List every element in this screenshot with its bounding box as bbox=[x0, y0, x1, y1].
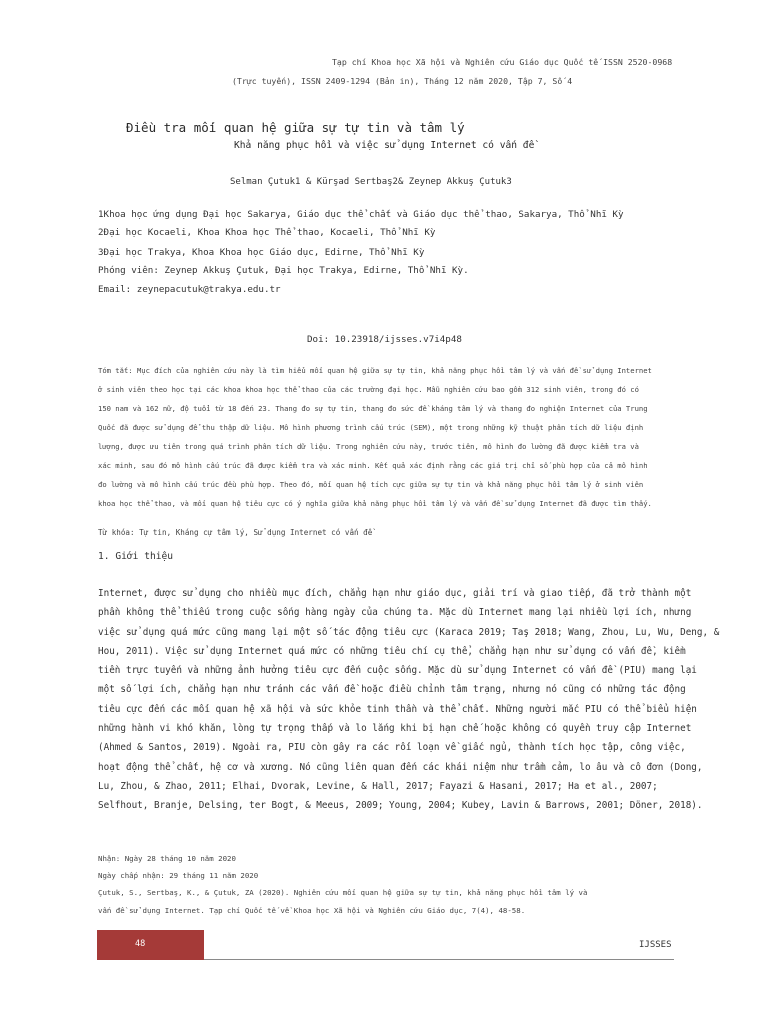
citation-line: vấn đề sử dụng Internet. Tạp chí Quốc tế về Khoa học Xã hội và Nghiên cứu Giáo dục, 7(4), 48-58. bbox=[98, 905, 526, 915]
body-line: Internet, được sử dụng cho nhiều mục đích, chẳng hạn như giáo dục, giải trí và giao tiếp, đã trở thành một bbox=[98, 588, 692, 599]
article-subtitle: Khả năng phục hồi và việc sử dụng Internet có vấn đề bbox=[234, 140, 535, 151]
journal-abbreviation: IJSSES bbox=[639, 940, 672, 950]
body-line: tiêu cực đến các mối quan hệ xã hội và sức khỏe tinh thần và thể chất. Những người mắc PIU có thể biểu hiện bbox=[98, 703, 697, 715]
footer-divider bbox=[204, 959, 674, 960]
abstract-line: ở sinh viên theo học tại các khoa khoa học thể thao của các trường đại học. Mẫu nghiên cứu bao gồm 312 sinh viên, trong đó có bbox=[98, 385, 639, 394]
corresponding-author: Phóng viên: Zeynep Akkuş Çutuk, Đại học Trakya, Edirne, Thổ Nhĩ Kỳ. bbox=[98, 265, 469, 276]
journal-header-line2: (Trực tuyến), ISSN 2409-1294 (Bản in), Tháng 12 năm 2020, Tập 7, Số 4 bbox=[232, 76, 573, 86]
body-line: những hành vi khó khăn, lòng tự trọng thấp và lo lắng khi bị hạn chế hoặc không có quyền truy cập Internet bbox=[98, 723, 692, 735]
affiliation-3: 3Đại học Trakya, Khoa Khoa học Giáo dục, Edirne, Thổ Nhĩ Kỳ bbox=[98, 247, 425, 258]
author-email[interactable]: Email: zeynepacutuk@trakya.edu.tr bbox=[98, 284, 281, 295]
body-line: Hou, 2011). Việc sử dụng Internet quá mức có những tiêu chí cụ thể, chẳng hạn như sử dụng có vấn đề, kiềm bbox=[98, 645, 686, 657]
received-date: Nhận: Ngày 28 tháng 10 năm 2020 bbox=[98, 854, 236, 863]
page-number: 48 bbox=[135, 939, 146, 949]
article-authors: Selman Çutuk1 & Kürşad Sertbaş2& Zeynep Akkuş Çutuk3 bbox=[230, 177, 512, 187]
body-line: hoạt động thể chất, hệ cơ và xương. Nó cũng liên quan đến các khái niệm như trầm cảm, lo âu và cô đơn (Dong, bbox=[98, 761, 703, 773]
abstract-line: lượng, được ưu tiên trong quá trình phân tích dữ liệu. Trong nghiên cứu này, trước tiên, mô hình đo lường đã được kiểm tra và bbox=[98, 442, 639, 451]
body-line: tiền trực tuyến và những ảnh hưởng tiêu cực đến cuộc sống. Mặc dù sử dụng Internet có vấn đề (PIU) mang lại bbox=[98, 665, 697, 677]
affiliation-1: 1Khoa học ứng dụng Đại học Sakarya, Giáo dục thể chất và Giáo dục thể thao, Sakarya, Thổ Nhĩ Kỳ bbox=[98, 209, 624, 220]
keywords: Từ khóa: Tự tin, Kháng cự tâm lý, Sử dụng Internet có vấn đề bbox=[98, 528, 373, 537]
journal-header-line1: Tạp chí Khoa học Xã hội và Nghiên cứu Giáo dục Quốc tế ISSN 2520-0968 bbox=[332, 57, 673, 67]
body-paragraph bbox=[98, 584, 719, 816]
section-heading: 1. Giới thiệu bbox=[98, 551, 174, 562]
article-title: Điều tra mối quan hệ giữa sự tự tin và tâm lý bbox=[126, 120, 465, 135]
body-line: việc sử dụng quá mức cũng mang lại một số tác động tiêu cực (Karaca 2019; Taş 2018; Wang, Zhou, Lu, Wu, Deng, & bbox=[98, 626, 720, 638]
accepted-date: Ngày chấp nhận: 29 tháng 11 năm 2020 bbox=[98, 871, 259, 881]
abstract-line: 150 nam và 162 nữ, độ tuổi từ 18 đến 23. Thang đo sự tự tin, thang đo sức đề kháng tâm lý và thang đo nghiện Internet của Trung bbox=[98, 404, 648, 413]
abstract-line: Quốc đã được sử dụng để thu thập dữ liệu. Mô hình phương trình cấu trúc (SEM), một trong những kỹ thuật phân tích dữ liệu định bbox=[98, 423, 644, 432]
page-number-box bbox=[97, 930, 204, 960]
body-line: Lu, Zhou, & Zhao, 2011; Elhai, Dvorak, Levine, & Hall, 2017; Fayazi & Hasani, 2017; Ha et al., 2007; bbox=[98, 780, 658, 792]
body-line: (Ahmed & Santos, 2019). Ngoài ra, PIU còn gây ra các rối loạn về giấc ngủ, thành tích học tập, công việc, bbox=[98, 742, 686, 754]
abstract-line: khoa học thể thao, và mối quan hệ tiêu cực có ý nghĩa giữa khả năng phục hồi tâm lý và vấn đề sử dụng Internet đã được tìm thấy. bbox=[98, 499, 652, 508]
abstract-line: xác minh, sau đó mô hình cấu trúc đã được kiểm tra và xác minh. Kết quả xác định rằng các giá trị chỉ số phù hợp của cả mô hình bbox=[98, 461, 648, 470]
footnotes bbox=[98, 850, 587, 919]
article-doi[interactable]: Doi: 10.23918/ijsses.v7i4p48 bbox=[307, 334, 462, 345]
affiliation-2: 2Đại học Kocaeli, Khoa Khoa học Thể thao, Kocaeli, Thổ Nhĩ Kỳ bbox=[98, 227, 436, 238]
abstract-line: Tóm tắt: Mục đích của nghiên cứu này là tìm hiểu mối quan hệ giữa sự tự tin, khả năng phục hồi tâm lý và vấn đề sử dụng Internet bbox=[98, 366, 652, 375]
body-line: phần không thể thiếu trong cuộc sống hàng ngày của chúng ta. Mặc dù Internet mang lại nhiều lợi ích, nhưng bbox=[98, 607, 692, 619]
abstract bbox=[98, 361, 652, 513]
body-line: Selfhout, Branje, Delsing, ter Bogt, & Meeus, 2009; Young, 2004; Kubey, Lavin & Barrows, 2001; Döner, 2018). bbox=[98, 800, 703, 812]
citation-line: Çutuk, S., Sertbaş, K., & Çutuk, ZA (2020). Nghiên cứu mối quan hệ giữa sự tự tin, khả năng phục hồi tâm lý và bbox=[98, 888, 588, 898]
body-line: một số lợi ích, chẳng hạn như tránh các vấn đề hoặc điều chỉnh tâm trạng, nhưng nó cũng có những tác động bbox=[98, 684, 686, 696]
abstract-line: đo lường và mô hình cấu trúc đều phù hợp. Theo đó, mối quan hệ tích cực giữa sự tự tin và khả năng phục hồi tâm lý ở sinh viên bbox=[98, 480, 644, 489]
